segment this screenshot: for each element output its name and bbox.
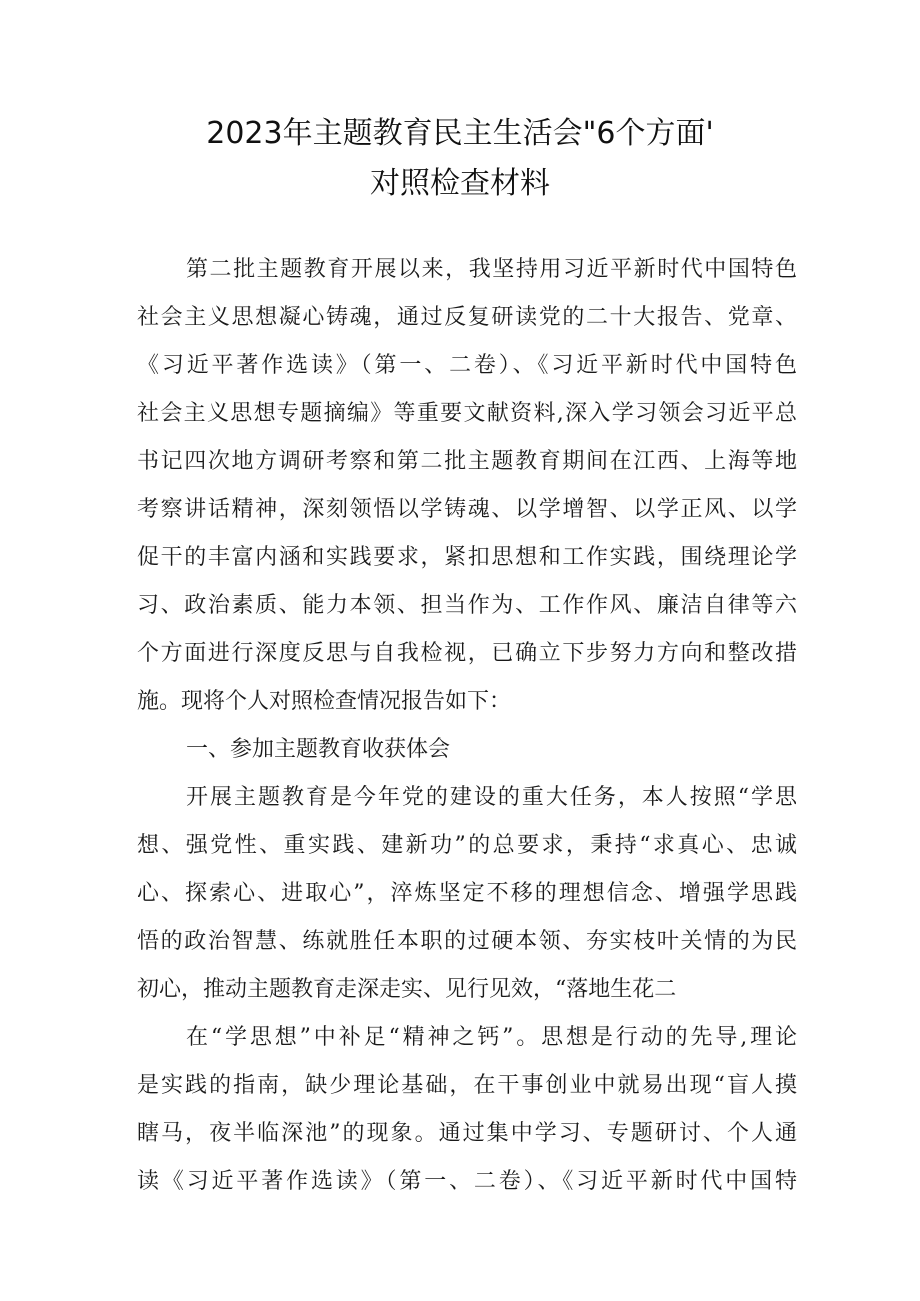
paragraph-line: 瞎马，夜半临深池”的现象。通过集中学习、专题研讨、个人通 [137, 1121, 797, 1146]
paragraph-line: 初心，推动主题教育走深走实、见行见效，“落地生花二 [137, 977, 677, 1002]
paragraph-line: 促干的丰富内涵和实践要求，紧扣思想和工作实践，围绕理论学 [137, 545, 797, 570]
paragraph-line: 想、强党性、重实践、建新功”的总要求，秉持“求真心、忠诚 [137, 833, 797, 858]
paragraph-line: 开展主题教育是今年党的建设的重大任务，本人按照“学思 [186, 785, 797, 810]
paragraph-line: 读《习近平著作选读》（第一、二卷）、《习近平新时代中国特 [137, 1169, 797, 1194]
paragraph-line: 个方面进行深度反思与自我检视，已确立下步努力方向和整改措 [137, 641, 797, 666]
document-title-line-2: 对照检查材料 [370, 166, 550, 201]
section-heading: 一、参加主题教育收获体会 [186, 737, 451, 762]
paragraph-line: 社会主义思想专题摘编》等重要文献资料,深入学习领会习近平总 [137, 401, 797, 426]
paragraph-line: 心、探索心、进取心”，淬炼坚定不移的理想信念、增强学思践 [137, 881, 797, 906]
paragraph-line: 考察讲话精神，深刻领悟以学铸魂、以学增智、以学正风、以学 [137, 497, 797, 522]
paragraph-line: 书记四次地方调研考察和第二批主题教育期间在江西、上海等地 [137, 449, 797, 474]
paragraph-line: 《习近平著作选读》（第一、二卷）、《习近平新时代中国特色 [137, 353, 797, 378]
paragraph-line: 在“学思想”中补足“精神之钙”。思想是行动的先导,理论 [186, 1025, 797, 1050]
paragraph-line: 是实践的指南，缺少理论基础，在干事创业中就易出现“盲人摸 [137, 1073, 797, 1098]
paragraph-line: 社会主义思想凝心铸魂，通过反复研读党的二十大报告、党章、 [137, 305, 797, 330]
paragraph-line: 悟的政治智慧、练就胜任本职的过硬本领、夯实枝叶关情的为民 [137, 929, 797, 954]
paragraph-line: 习、政治素质、能力本领、担当作为、工作作风、廉洁自律等六 [137, 593, 797, 618]
document-title-line-1: 2023年主题教育民主生活会"6个方面' [206, 116, 714, 151]
paragraph-line: 施。现将个人对照检查情况报告如下： [137, 689, 512, 714]
paragraph-line: 第二批主题教育开展以来，我坚持用习近平新时代中国特色 [186, 257, 797, 282]
